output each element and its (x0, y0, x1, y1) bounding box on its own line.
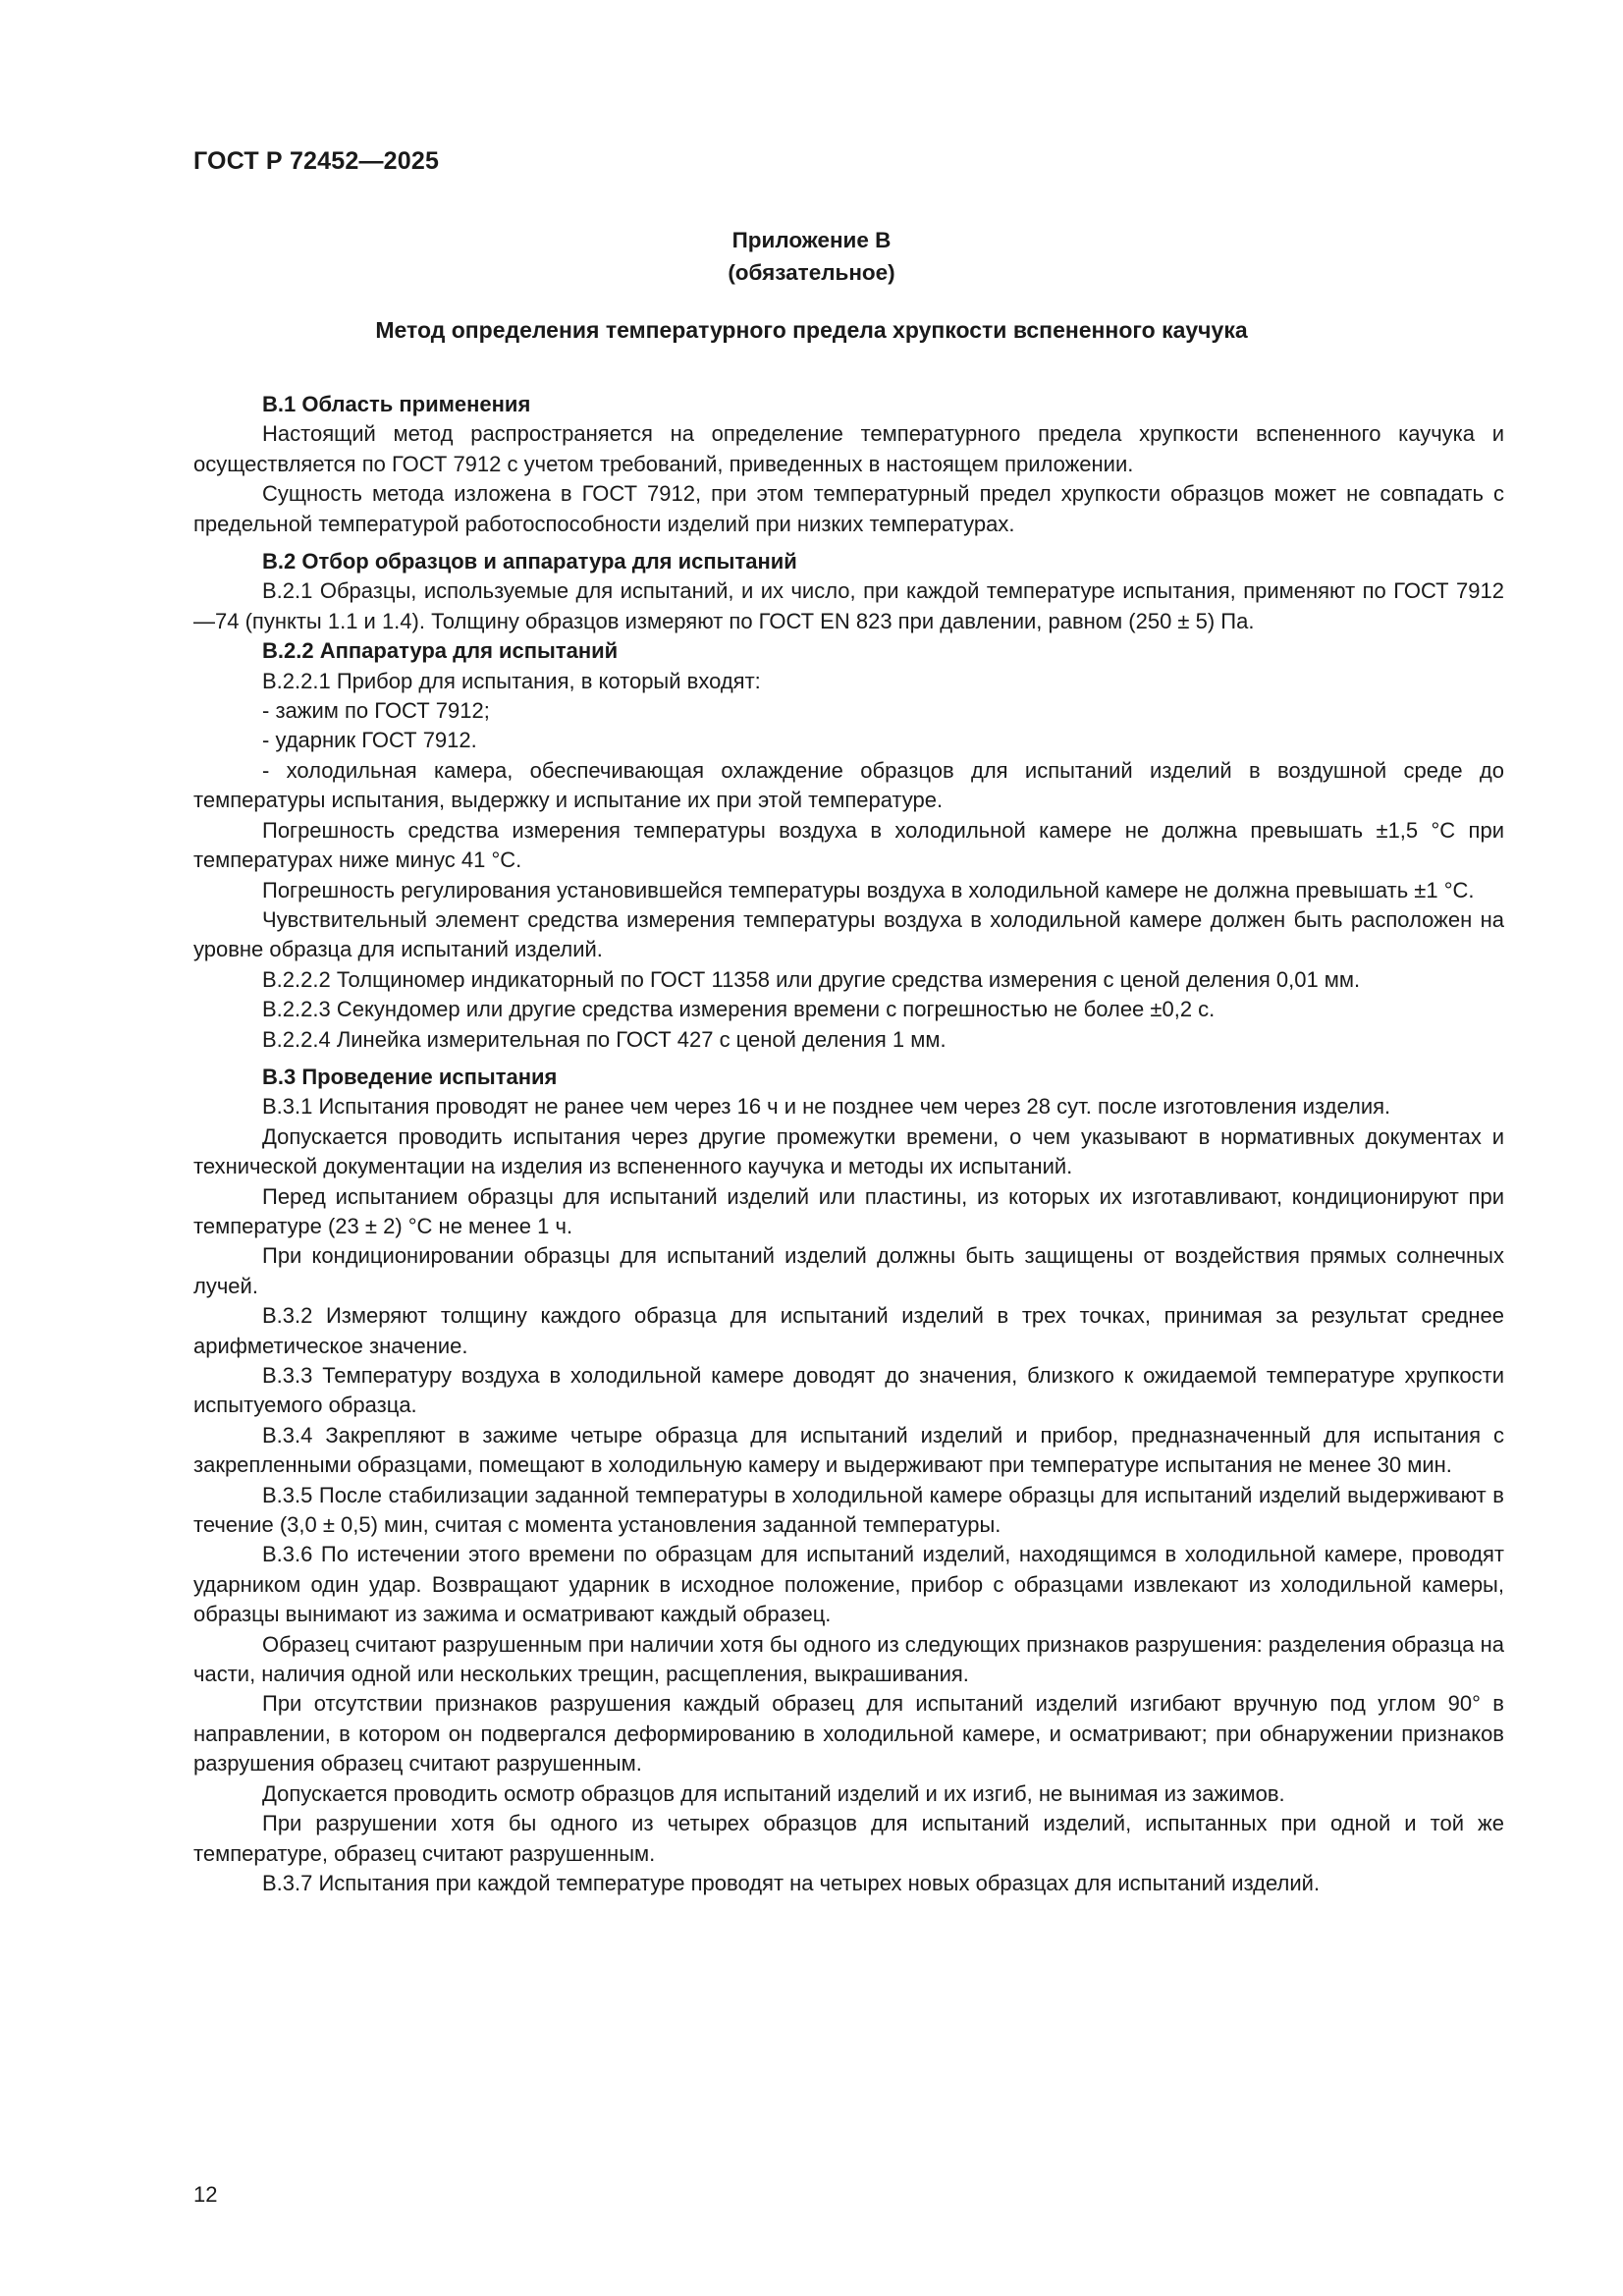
paragraph: В.2.2.4 Линейка измерительная по ГОСТ 427 с ценой деления 1 мм. (262, 1026, 947, 1052)
section-heading: В.1 Область применения (262, 392, 531, 416)
paragraph: В.3.7 Испытания при каждой температуре проводят на четырех новых образцах для испытаний изделий. (262, 1870, 1321, 1895)
paragraph: Сущность метода изложена в ГОСТ 7912, при этом температурный предел хрупкости образцов может не совпадать с предельной температурой работоспособности изделий при низких температурах. (193, 481, 1504, 536)
paragraph: В.3.2 Измеряют толщину каждого образца для испытаний изделий в трех точках, принимая за результат среднее арифметическое значение. (193, 1303, 1504, 1358)
paragraph: В.3.3 Температуру воздуха в холодильной камере доводят до значения, близкого к ожидаемой температуре хрупкости испытуемого образца. (193, 1363, 1504, 1418)
annex-header (0, 224, 1623, 289)
paragraph: В.3.6 По истечении этого времени по образцам для испытаний изделий, находящимся в холодильной камере, проводят ударником один удар. Возвращают ударник в исходное положение, прибор с образцами извлекают из холодильной камеры, образцы вынимают из зажима и осматривают каждый образец. (193, 1542, 1504, 1627)
paragraph: Погрешность средства измерения температуры воздуха в холодильной камере не должна превышать ±1,5 °С при температурах ниже минус 41 °С. (193, 817, 1504, 873)
paragraph: В.3.1 Испытания проводят не ранее чем через 16 ч и не позднее чем через 28 сут. после изготовления изделия. (262, 1094, 1391, 1120)
paragraph: В.2.2.2 Толщиномер индикаторный по ГОСТ 11358 или другие средства измерения с ценой деления 0,01 мм. (262, 966, 1361, 992)
document-body (193, 390, 1504, 1898)
subsection-heading: В.2.2 Аппаратура для испытаний (262, 638, 619, 664)
section-heading: В.2 Отбор образцов и аппаратура для испытаний (262, 549, 797, 574)
annex-status: (обязательное) (728, 260, 895, 285)
paragraph: В.3.4 Закрепляют в зажиме четыре образца для испытаний изделий и прибор, предназначенный для испытания с закрепленными образцами, помещают в холодильную камеру и выдерживают при температуре испытания не менее 30 мин. (193, 1422, 1504, 1478)
paragraph: В.3.5 После стабилизации заданной температуры в холодильной камере образцы для испытаний изделий выдерживают в течение (3,0 ± 0,5) мин, считая с момента установления заданной температуры. (193, 1482, 1504, 1538)
list-item: - зажим по ГОСТ 7912; (262, 698, 490, 724)
paragraph: Образец считают разрушенным при наличии хотя бы одного из следующих признаков разрушения: разделения образца на части, наличия одной или нескольких трещин, расщепления, выкрашивания. (193, 1631, 1504, 1687)
annex-label: Приложение В (731, 228, 892, 252)
paragraph: Допускается проводить испытания через другие промежутки времени, о чем указывают в нормативных документах и технической документации на изделия из вспененного каучука и методы их испытаний. (193, 1123, 1504, 1179)
paragraph: В.2.2.3 Секундомер или другие средства измерения времени с погрешностью не более ±0,2 с. (262, 997, 1216, 1022)
paragraph: Допускается проводить осмотр образцов для испытаний изделий и их изгиб, не вынимая из зажимов. (262, 1780, 1285, 1806)
paragraph: Чувствительный элемент средства измерения температуры воздуха в холодильной камере должен быть расположен на уровне образца для испытаний изделий. (193, 906, 1504, 962)
list-item: - холодильная камера, обеспечивающая охлаждение образцов для испытаний изделий в воздушной среде до температуры испытания, выдержку и испытание их при этой температуре. (193, 757, 1504, 813)
paragraph: При отсутствии признаков разрушения каждый образец для испытаний изделий изгибают вручную под углом 90° в направлении, в котором он подвергался деформированию в холодильной камере, и осматривают; при обнаружении признаков разрушения образец считают разрушенным. (193, 1691, 1504, 1777)
paragraph: В.2.1 Образцы, используемые для испытаний, и их число, при каждой температуре испытания, применяют по ГОСТ 7912—74 (пункты 1.1 и 1.4). Толщину образцов измеряют по ГОСТ EN 823 при давлении, равном (250 ± 5) Па. (193, 578, 1504, 633)
paragraph: При кондиционировании образцы для испытаний изделий должны быть защищены от воздействия прямых солнечных лучей. (193, 1243, 1504, 1298)
annex-title: Метод определения температурного предела хрупкости вспененного каучука (375, 317, 1248, 343)
paragraph: В.2.2.1 Прибор для испытания, в который входят: (262, 668, 761, 693)
paragraph: Погрешность регулирования установившейся температуры воздуха в холодильной камере не должна превышать ±1 °С. (262, 877, 1475, 902)
section-heading: В.3 Проведение испытания (262, 1064, 558, 1089)
page-number: 12 (193, 2182, 218, 2207)
paragraph: При разрушении хотя бы одного из четырех образцов для испытаний изделий, испытанных при одной и той же температуре, образец считают разрушенным. (193, 1811, 1504, 1866)
paragraph: Настоящий метод распространяется на определение температурного предела хрупкости вспененного каучука и осуществляется по ГОСТ 7912 с учетом требований, приведенных в настоящем приложении. (193, 421, 1504, 476)
document-code: ГОСТ Р 72452—2025 (193, 147, 440, 175)
paragraph: Перед испытанием образцы для испытаний изделий или пластины, из которых их изготавливают, кондиционируют при температуре (23 ± 2) °С не менее 1 ч. (193, 1183, 1504, 1238)
list-item: - ударник ГОСТ 7912. (262, 728, 477, 753)
